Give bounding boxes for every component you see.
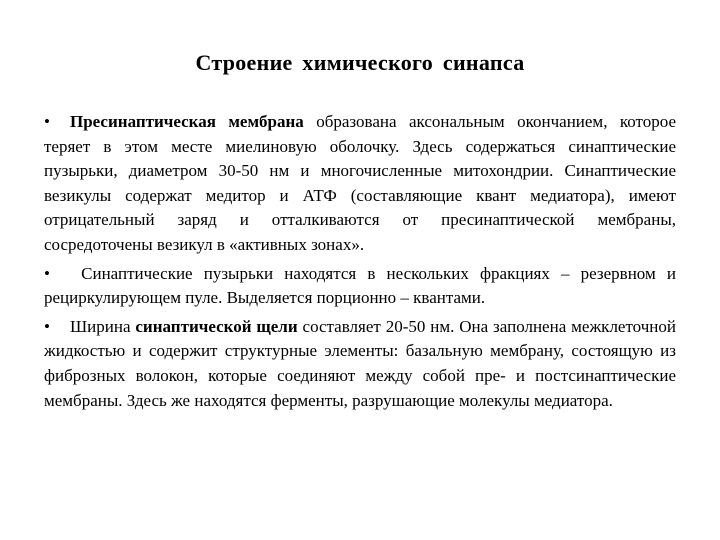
term-synaptic-cleft: синаптической щели bbox=[135, 316, 298, 336]
paragraph-text: составляет 20-50 нм. Она заполнена межклеточной жидкостью и содержит структурные элементы: базальную мембрану, состоящую из фиброзных волокон, которые соединяют между собой пре- и постсинаптические мембраны. Здесь же находятся ферменты, разрушающие молекулы медиатора. bbox=[44, 316, 676, 410]
paragraph-presynaptic-membrane bbox=[44, 110, 676, 258]
paragraph-text-prefix: Ширина bbox=[70, 316, 136, 336]
paragraph-text: Синаптические пузырьки находятся в нескольких фракциях – резервном и рециркулирующем пуле. Выделяется порционно – квантами. bbox=[44, 263, 676, 308]
paragraph-text: образована аксональным окончанием, которое теряет в этом месте миелиновую оболочку. Здесь содержаться синаптические пузырьки, диаметром 30-50 нм и многочисленные митохондрии. Синаптические везикулы содержат медитор и АТФ (составляющие квант медиатора), имеют отрицательный заряд и отталкиваются от пресинаптической мембраны, сосредоточены везикул в «активных зонах». bbox=[44, 112, 676, 254]
bullet-marker: • bbox=[44, 316, 50, 336]
bullet-marker: • bbox=[44, 112, 50, 131]
term-presynaptic-membrane: Пресинаптическая мембрана bbox=[70, 112, 304, 131]
bullet-marker: • bbox=[44, 263, 50, 283]
slide-body bbox=[44, 110, 676, 417]
paragraph-synaptic-vesicles bbox=[44, 262, 676, 311]
slide-title: Строение химического синапса bbox=[195, 50, 525, 75]
paragraph-synaptic-cleft bbox=[44, 315, 676, 413]
